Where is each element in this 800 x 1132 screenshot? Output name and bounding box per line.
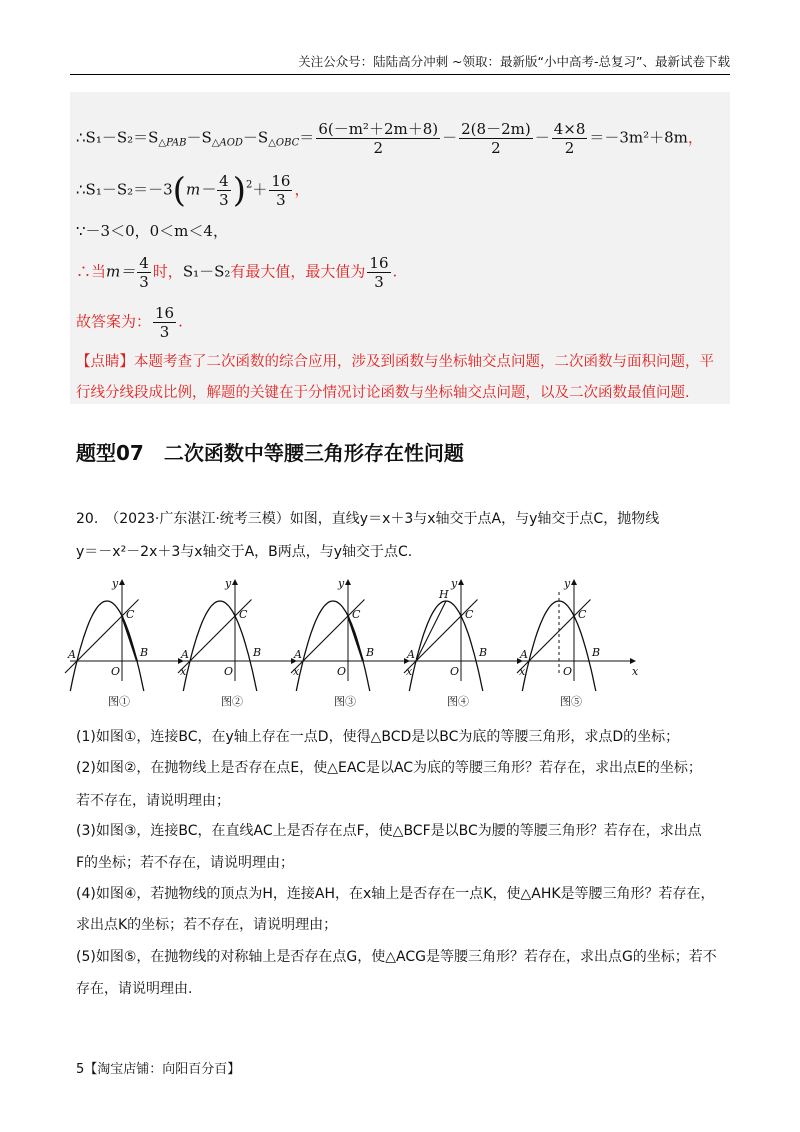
l4-b: 时， [152,262,183,281]
l2-plus: ＋ [252,180,268,199]
label-y: y [112,577,119,590]
l4-a: ∴当 [76,262,107,281]
figures [70,577,730,712]
l1-prefix: ∴S₁－S₂＝S [76,128,159,147]
label-a: A [68,648,76,661]
question-1: (1)如图①，连接BC，在y轴上存在一点D，使得△BCD是以BC为底的等腰三角形，求点D的坐标； [76,729,680,745]
answer-frac: $\frac{16}{3}$ [155,304,175,341]
label-c: C [239,608,248,621]
label-c: C [352,608,361,621]
figure-caption: 图① [108,695,130,708]
label-o: O [337,665,347,678]
label-o: O [111,665,121,678]
frac-6: $\frac{4}{3}$ [139,254,149,291]
label-c: C [465,608,474,621]
solution-line-4 [76,254,397,291]
y-axis-arrow [119,579,125,585]
problem-line-1: 20. （2023·广东湛江·统考三模）如图，直线y＝x＋3与x轴交于点A，与y轴交于点C，抛物线 [76,511,660,527]
label-o: O [224,665,234,678]
figure-caption: 图③ [334,695,356,708]
frac-4: $\frac{4}{3}$ [219,172,229,209]
label-o: O [563,665,573,678]
solution-line-3: ∵－3＜0，0＜m＜4， [76,222,228,240]
frac-3: $\frac{4\times 8}{2}$ [553,120,586,157]
l4-m: m＝ [106,262,136,281]
label-b: B [592,646,601,659]
label-c: C [578,608,587,621]
question-2a: (2)如图②，在抛物线上是否存在点E，使△EAC是以AC为底的等腰三角形？若存在，求出点E的坐标； [76,760,702,776]
label-b: B [366,646,375,659]
label-x: x [293,665,300,678]
x-axis-arrow [630,658,636,664]
label-x: x [180,665,187,678]
l2-end: ， [294,180,310,199]
answer-end: . [178,312,183,331]
question-2b: 若不存在，请说明理由； [76,793,230,809]
y-axis-arrow [458,579,464,585]
label-a: A [407,648,415,661]
label-y: y [225,577,232,590]
y-axis-arrow [571,579,577,585]
figure-caption: 图⑤ [560,695,582,708]
frac-5: $\frac{16}{3}$ [271,172,291,209]
label-a: A [181,648,189,661]
frac-2: $\frac{2(8-2m)}{2}$ [461,120,531,157]
label-h: H [439,588,449,601]
page-header: 关注公众号：陆陆高分冲刺 ~领取：最新版“小中高考-总复习”、最新试卷下载 [70,52,730,75]
label-a: A [520,648,528,661]
question-4a: (4)如图④，若抛物线的顶点为H，连接AH，在x轴上是否存在一点K，使△AHK是等腰三角形？若存在， [76,886,715,902]
question-4b: 求出点K的坐标；若不存在，请说明理由； [76,917,338,933]
question-3b: F的坐标；若不存在，请说明理由； [76,855,295,871]
label-y: y [338,577,345,590]
label-c: C [126,608,135,621]
label-b: B [253,646,262,659]
answer-line [76,304,183,341]
label-b: B [479,646,488,659]
l1-obc: OBC [275,137,300,149]
page-footer: 5【淘宝店铺：向阳百分百】 [76,1062,241,1077]
l1-pab: PAB [166,137,187,149]
frac-1: $\frac{\text{6(－m²＋2m＋8)}}{2}$ [318,120,439,157]
question-5b: 存在，请说明理由. [76,981,193,997]
segment-bc [348,616,363,661]
l1-aod: AOD [219,137,243,149]
figure-caption: 图② [221,695,243,708]
y-axis-arrow [232,579,238,585]
figure-caption: 图④ [447,695,469,708]
label-a: A [294,648,302,661]
l4-s: S₁－S₂ [182,262,231,281]
solution-line-2: ∴S₁－S₂＝－3(m－ $\frac{4}{3}$ )$^2$＋ $\frac{16}{3}$ ， [76,170,310,211]
answer-label: 故答案为： [76,312,152,331]
question-5a: (5)如图⑤，在抛物线的对称轴上是否存在点G，使△ACG是等腰三角形？若存在，求出点G的坐标；若不 [76,949,717,965]
label-b: B [140,646,149,659]
section-title: 题型07 二次函数中等腰三角形存在性问题 [76,441,464,465]
label-y: y [451,577,458,590]
segment-bc [122,616,137,661]
label-x: x [406,665,413,678]
l4-end: . [392,262,398,281]
label-o: O [450,665,460,678]
l1-end: ， [687,128,703,147]
frac-7: $\frac{16}{3}$ [369,254,389,291]
question-3a: (3)如图③，连接BC，在直线AC上是否存在点F，使△BCF是以BC为腰的等腰三角形？若存在，求出点 [76,823,702,839]
segment-ah [416,601,446,661]
label-y: y [564,577,571,590]
y-axis-arrow [345,579,351,585]
solution-line-1: $\therefore S_1-S_2=S_{\triangle PAB}-S_{\triangle AOD}-S_{\triangle OBC}=$ $\frac{\text{6(－m²＋2m＋8)}}{2}$ － $\frac{2(8-2m)}{2}$ － $\frac{4\times 8}{2}$ ＝－3m²＋8m， [76,120,703,157]
l2-inner: m－ [185,180,216,199]
label-x: x [519,665,526,678]
l1-result: ＝－3m²＋8m [589,128,688,147]
remark [76,347,726,409]
problem-line-2: y＝－x²－2x＋3与x轴交于A，B两点，与y轴交于点C. [76,544,413,560]
l4-c: 有最大值，最大值为 [230,262,366,281]
l2-prefix: ∴S₁－S₂＝－3 [76,180,173,199]
remark-tag: 【点睛】 [76,354,134,370]
remark-text: 本题考查了二次函数的综合应用，涉及到函数与坐标轴交点问题，二次函数与面积问题，平行线分线段成比例，解题的关键在于分情况讨论函数与坐标轴交点问题，以及二次函数最值问题. [76,354,714,401]
label-x: x [632,665,639,678]
